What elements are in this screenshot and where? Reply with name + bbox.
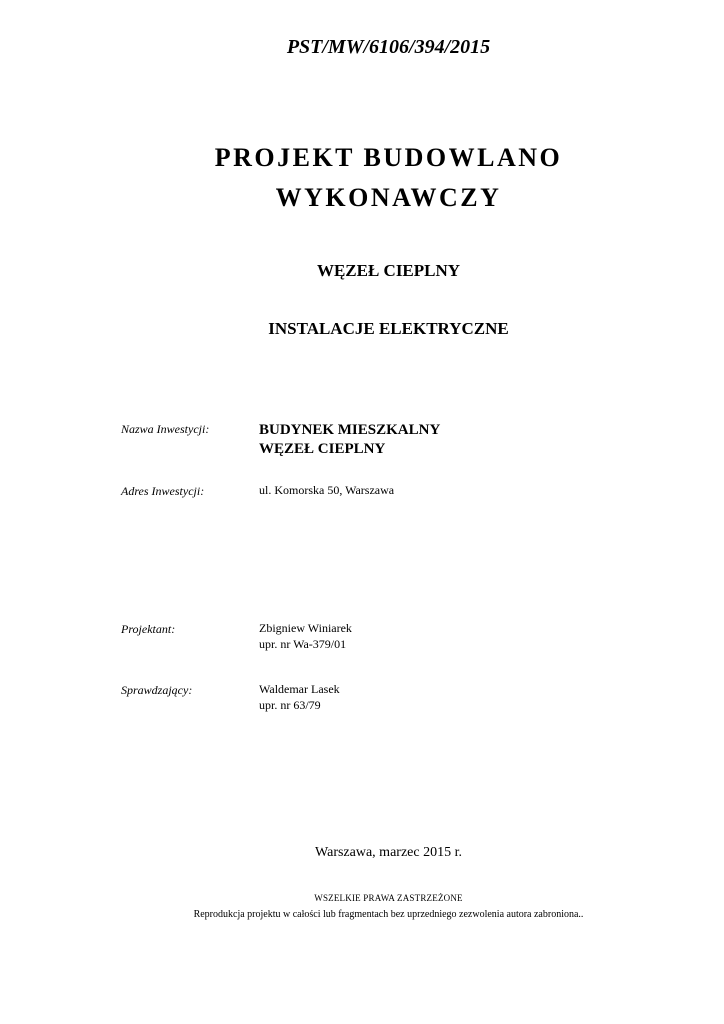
place-and-date: Warszawa, marzec 2015 r. — [315, 845, 462, 860]
investment-address-label: Adres Inwestycji: — [121, 484, 205, 498]
checker-name: Waldemar Lasek — [259, 682, 340, 696]
checker-license: upr. nr 63/79 — [259, 698, 321, 712]
checker-label: Sprawdzający: — [121, 683, 193, 697]
investment-name-line-1: BUDYNEK MIESZKALNY — [259, 422, 441, 438]
designer-name: Zbigniew Winiarek — [259, 621, 352, 635]
main-title-line-1: PROJEKT BUDOWLANO — [214, 143, 563, 172]
investment-name-label: Nazwa Inwestycji: — [121, 422, 210, 436]
investment-address: ul. Komorska 50, Warszawa — [259, 483, 395, 497]
main-title-line-2: WYKONAWCZY — [275, 183, 502, 212]
designer-license: upr. nr Wa-379/01 — [259, 637, 347, 651]
reproduction-notice: Reprodukcja projektu w całości lub fragmentach bez uprzedniego zezwolenia autora zabroniona.. — [193, 909, 584, 920]
designer-label: Projektant: — [121, 622, 176, 636]
investment-name-line-2: WĘZEŁ CIEPLNY — [259, 441, 386, 457]
subtitle-heat-node: WĘZEŁ CIEPLNY — [316, 261, 461, 280]
subtitle-electrical: INSTALACJE ELEKTRYCZNE — [268, 319, 509, 338]
rights-notice: WSZELKIE PRAWA ZASTRZEŻONE — [314, 893, 463, 903]
document-number: PST/MW/6106/394/2015 — [286, 36, 491, 58]
